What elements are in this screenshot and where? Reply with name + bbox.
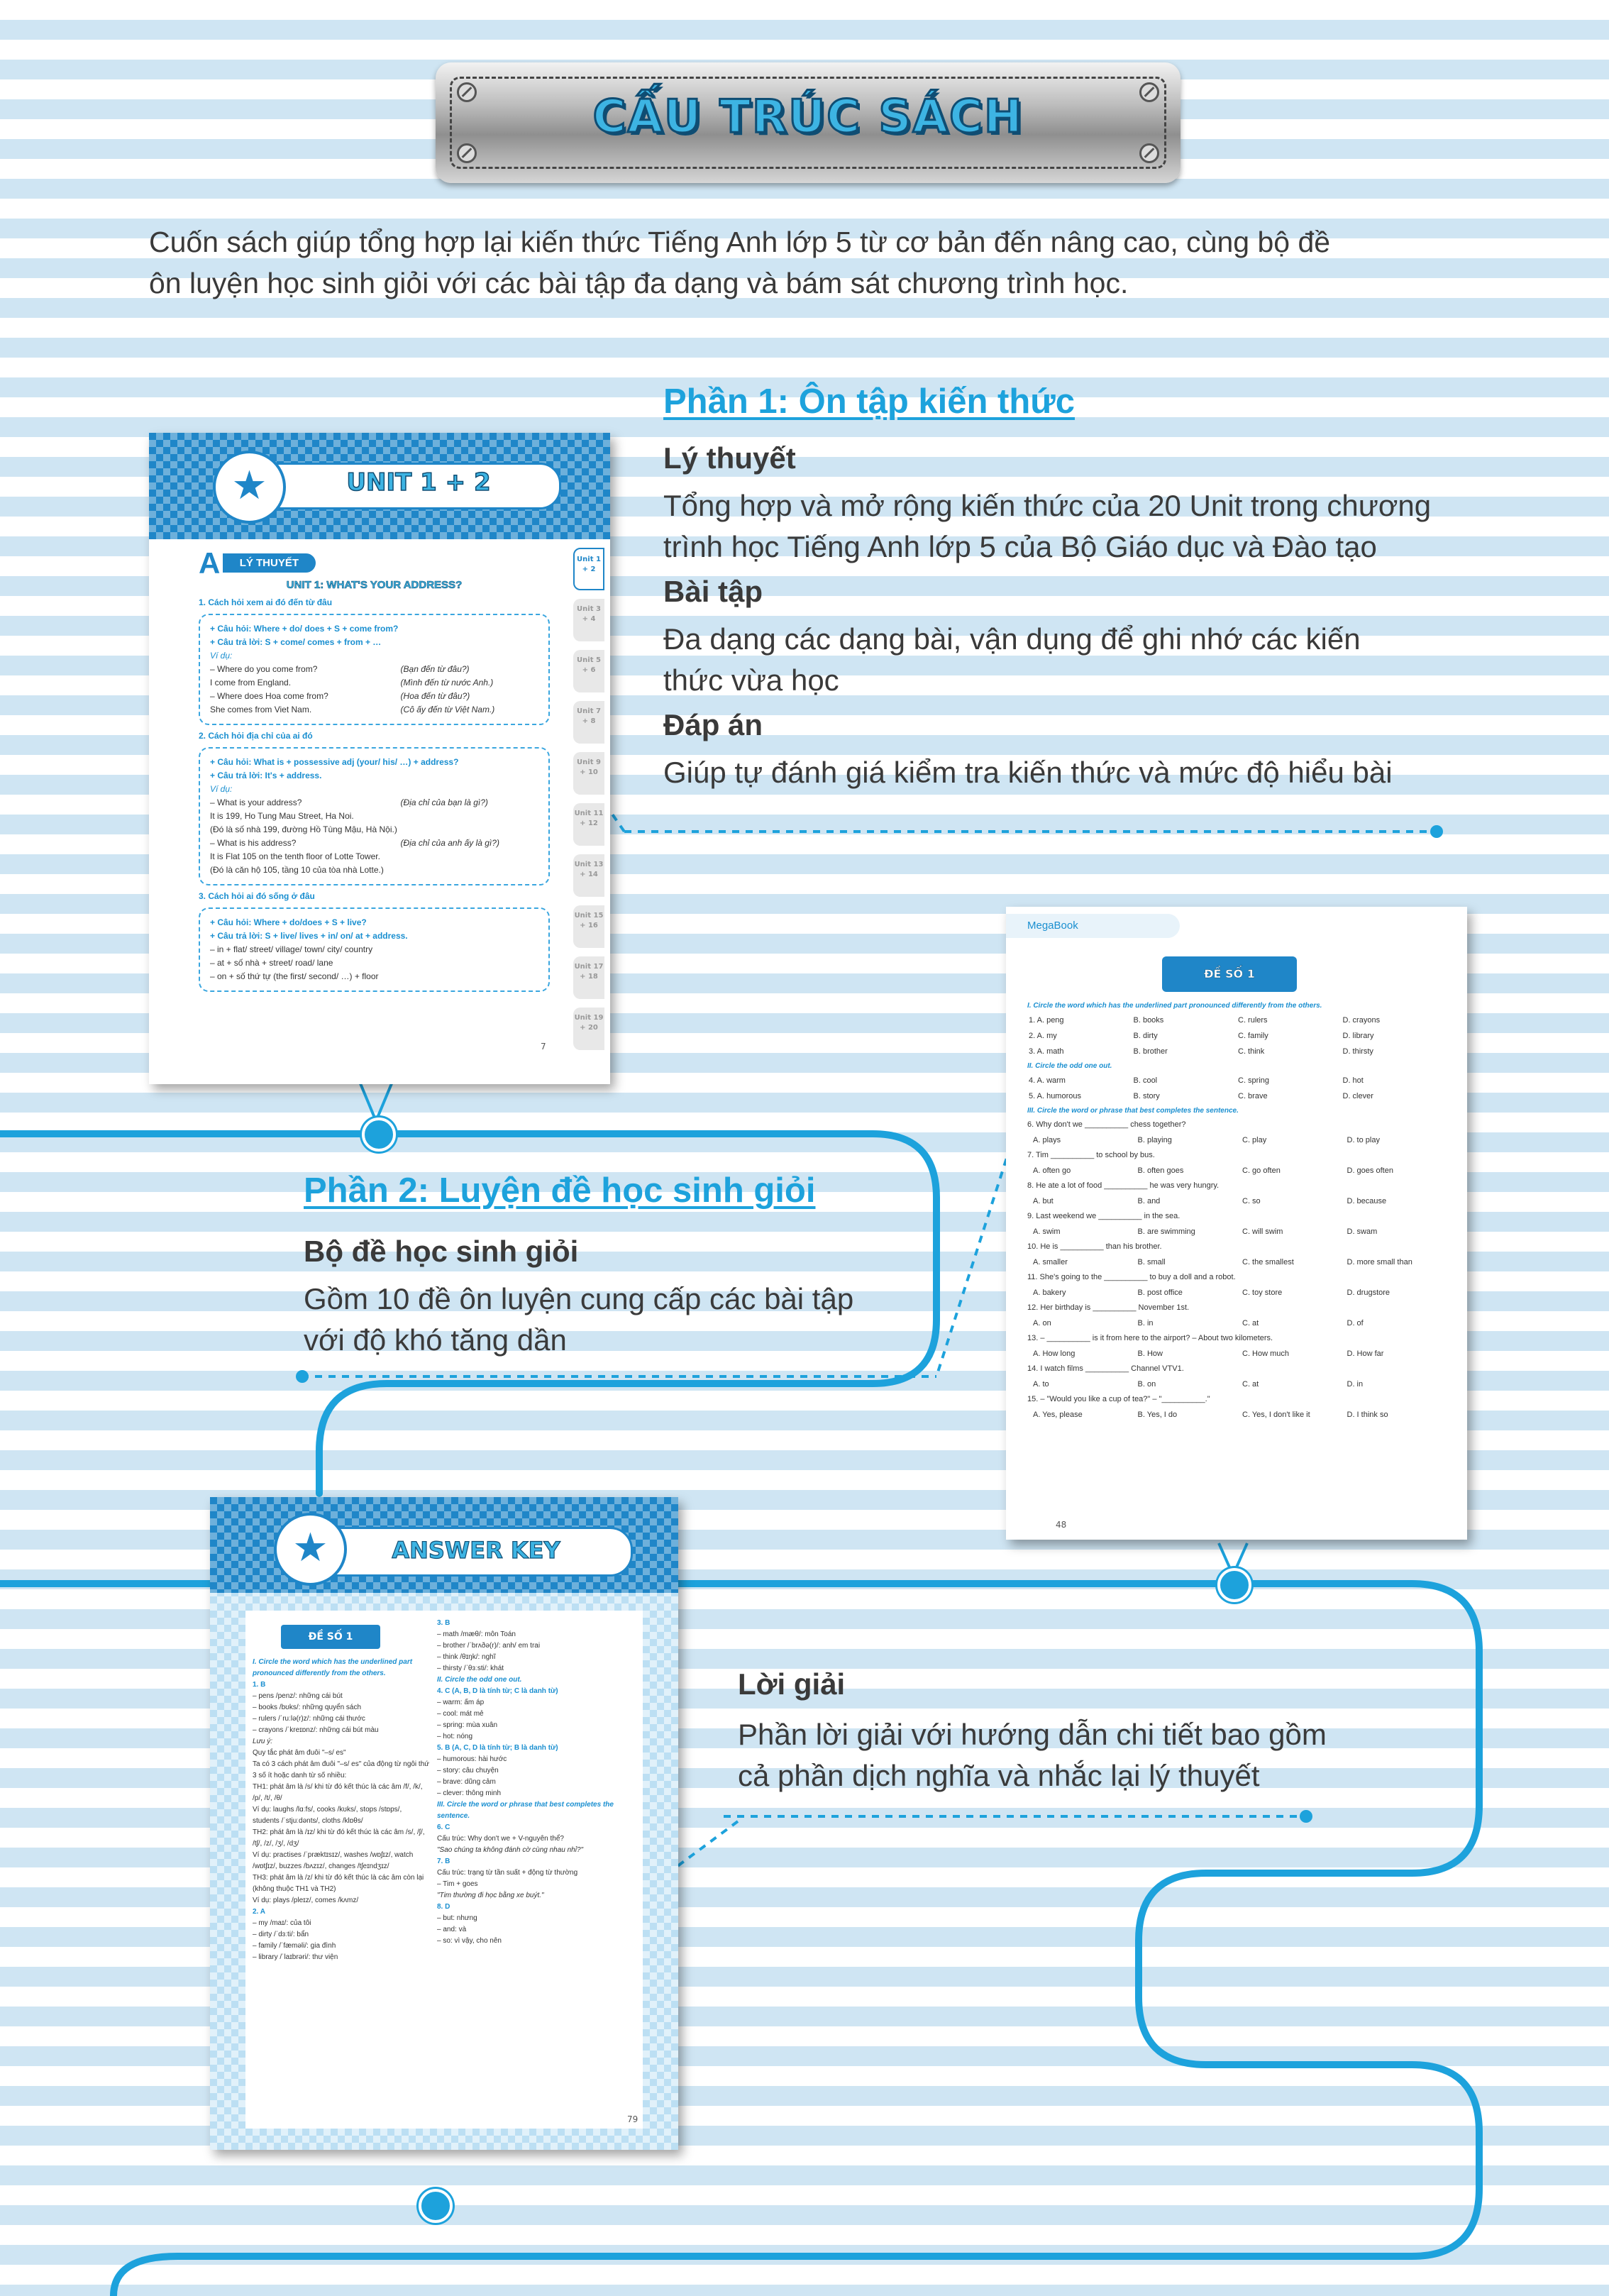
answer-line: – but: nhưng [437,1914,477,1922]
answer-line: – math /mæθ/: môn Toán [437,1630,516,1638]
answer-option: C. toy store [1242,1288,1283,1297]
question-text: 11. She's going to the __________ to buy a doll and a robot. [1027,1273,1236,1281]
section-heading: III. Circle the word or phrase that best completes the sentence. [1027,1107,1239,1115]
unit-tab[interactable]: Unit 17 + 18 [573,956,604,999]
example-label: Ví dụ: [210,784,233,794]
example-text: It is Flat 105 on the tenth floor of Lotte Tower. [210,851,380,861]
options-row [1027,1132,1446,1148]
example-row [210,703,538,717]
unit-page-thumbnail [149,433,610,1084]
answer-line: – dirty /ˈdɜːti/: bẩn [253,1931,309,1938]
example-translation: (Hoa đến từ đâu?) [400,691,470,701]
answer-line: III. Circle the word or phrase that best completes the sentence. [437,1801,614,1820]
example-text: – Where does Hoa come from? [210,691,328,701]
question-text: 10. He is __________ than his brother. [1027,1242,1162,1251]
example-translation [401,810,538,823]
connector-knot [419,2189,453,2223]
answer-heading: Đáp án [663,708,763,741]
answer-line: 2. A [253,1908,265,1916]
example-text: It is 199, Ho Tung Mau Street, Ha Noi. [210,811,354,821]
answer-line: – crayons /ˈkreɪɒnz/: những cái bút màu [253,1726,379,1734]
question-text: 14. I watch films __________ Channel VTV1. [1027,1364,1184,1373]
answer-option: B. Yes, I do [1137,1411,1178,1419]
answer-option: D. in [1347,1380,1364,1389]
text-line: trình học Tiếng Anh lớp 5 của Bộ Giáo dục và Đào tạo [663,530,1377,563]
question-options [1027,1224,1446,1240]
question-text: 9. Last weekend we __________ in the sea. [1027,1212,1181,1220]
theory-text [663,485,1515,568]
question-options [1027,1376,1446,1392]
answer-line: – books /bʊks/: những quyển sách [253,1704,362,1711]
box [199,907,550,992]
answer-line: – Tim + goes [437,1880,478,1888]
answer-line: Lưu ý: [253,1738,273,1745]
question-text: 7. Tim __________ to school by bus. [1027,1151,1155,1159]
options-row [1027,1224,1446,1240]
answer-option: A. but [1033,1197,1054,1205]
text-line: cả phần dịch nghĩa và nhắc lại lý thuyết [738,1759,1260,1792]
test-option: B. brother [1133,1047,1168,1056]
test-row [1027,1044,1446,1059]
title-banner [436,62,1181,183]
answer-line: 4. C (A, B, D là tính từ; C là danh từ) [437,1687,558,1695]
answer-option: C. go often [1242,1166,1281,1175]
page-number: 48 [1056,1520,1067,1530]
answer-option: D. How far [1347,1350,1384,1358]
answer-option: B. in [1137,1319,1154,1328]
text-line: Tổng hợp và mở rộng kiến thức của 20 Unit trong chương [663,489,1432,522]
text-line: với độ khó tăng dần [304,1323,567,1357]
answer-option: B. are swimming [1137,1227,1195,1236]
unit-tab[interactable]: Unit 15 + 16 [573,905,604,948]
box [199,614,550,725]
page-title: CẤU TRÚC SÁCH [592,91,1024,143]
example-translation [401,823,538,837]
unit-tab[interactable]: Unit 11 + 12 [573,803,604,846]
example-translation: (Địa chỉ của bạn là gì?) [400,797,488,807]
answer-option: A. often go [1033,1166,1071,1175]
options-row [1027,1315,1446,1331]
example-row [210,796,538,810]
question-text: 15. – "Would you like a cup of tea?" – "__________." [1027,1395,1210,1403]
answer-line: – so: vì vậy, cho nên [437,1937,502,1945]
example-translation: (Mình đến từ nước Anh.) [400,678,494,688]
answer-line: – and: và [437,1926,467,1933]
answer-line: – cool: mát mẻ [437,1710,484,1718]
answer-line: – library /ˈlaɪbrəri/: thư viện [253,1953,338,1961]
options-row [1027,1193,1446,1209]
answer-option: D. to play [1347,1136,1380,1144]
answer-line: – humorous: hài hước [437,1755,507,1763]
test-option: C. spring [1238,1076,1270,1085]
test-option: B. dirty [1133,1032,1158,1040]
answer-line: – family /ˈfæməli/: gia đình [253,1942,336,1950]
solution-text [738,1714,1405,1796]
answer-line: 1. B [253,1681,266,1689]
answer-option: A. How long [1033,1350,1076,1358]
test-option: C. family [1238,1032,1268,1040]
intro-line: ôn luyện học sinh giỏi với các bài tập đa dạng và bám sát chương trình học. [149,267,1129,299]
rule: + Câu hỏi: What is + possessive adj (your/ his/ …) + address? [210,757,459,767]
answer-option: B. playing [1137,1136,1172,1144]
example-row [210,850,538,863]
answer-line: – brave: dũng cảm [437,1778,496,1786]
rule: – at + số nhà + street/ road/ lane [210,958,333,968]
heading: 3. Cách hỏi ai đó sống ở đâu [199,891,315,901]
example-text: I come from England. [210,678,292,688]
answer-option: B. and [1137,1197,1161,1205]
answer-option: B. on [1137,1380,1156,1389]
test-option: D. clever [1342,1092,1373,1100]
answer-line: 6. C [437,1823,450,1831]
example-text: She comes from Viet Nam. [210,705,312,714]
intro-text [149,221,1476,304]
answer-line: Ví dụ: practises /ˈpræktɪsɪz/, washes /wɒʃɪz/, watch /wɒtʃɪz/, buzzes /bʌzɪz/, changes /tʃeɪndʒɪz/ [253,1851,414,1870]
answer-option: C. the smallest [1242,1258,1294,1266]
connector-knot [1217,1568,1251,1602]
answer-option: C. will swim [1242,1227,1283,1236]
unit-title: UNIT 1: WHAT'S YOUR ADDRESS? [286,579,463,591]
connector-knot [362,1117,396,1152]
rule: + Câu trả lời: S + live/ lives + in/ on/ at + address. [210,931,408,941]
answer-line: Cấu trúc: Why don't we + V-nguyên thể? [437,1835,564,1843]
question-options [1027,1407,1446,1423]
test-option: B. story [1133,1092,1160,1100]
options-row [1027,1407,1446,1423]
test-row [1027,1088,1446,1104]
section-heading: I. Circle the word which has the underlined part pronounced differently from the others. [1027,1002,1322,1010]
example-text: – What is your address? [210,797,302,807]
unit-tab[interactable]: Unit 5 + 6 [573,650,604,692]
test-questions [1027,1117,1446,1423]
example-row [210,676,538,690]
answer-option: A. to [1033,1380,1049,1389]
answer-option: B. small [1137,1258,1166,1266]
example-rows-1 [210,663,538,717]
answer-option: C. Yes, I don't like it [1242,1411,1310,1419]
answer-line: – pens /penz/: những cái bút [253,1692,343,1700]
test-option: D. thirsty [1342,1047,1373,1056]
rule: – on + số thứ tự (the first/ second/ …) + floor [210,971,379,981]
test-option: 3. A. math [1029,1047,1064,1056]
answer-option: B. post office [1137,1288,1183,1297]
example-translation [401,863,538,877]
unit-tab[interactable]: Unit 19 + 20 [573,1008,604,1050]
example-row [210,663,538,676]
test-row [1027,1028,1446,1044]
page-number: 7 [541,1042,546,1052]
answer-line: Quy tắc phát âm đuôi "–s/ es" [253,1749,346,1757]
part2-title: Phần 2: Luyện đề học sinh giỏi [304,1171,816,1210]
unit-tab[interactable]: Unit 1 + 2 [573,548,604,590]
example-text: – Where do you come from? [210,664,318,674]
answer-line: – warm: ấm áp [437,1699,485,1706]
connector-dot [1430,825,1443,838]
text-line: thức vừa học [663,663,839,697]
text-line: Phần lời giải với hướng dẫn chi tiết bao gồm [738,1718,1327,1751]
answer-option: C. so [1242,1197,1261,1205]
example-rows-2 [210,796,538,877]
section-label [199,546,550,580]
question-options [1027,1193,1446,1209]
trophy-icon: ★ [274,1513,347,1586]
set-text [304,1279,942,1361]
exercise-text [663,619,1515,701]
test-option: 1. A. peng [1029,1016,1064,1025]
example-label: Ví dụ: [210,651,233,661]
example-translation: (Bạn đến từ đâu?) [400,664,470,674]
text-line: Gồm 10 đề ôn luyện cung cấp các bài tập [304,1282,854,1315]
text-line: Đa dạng các dạng bài, vận dụng để ghi nhớ các kiến [663,622,1361,656]
answer-option: C. at [1242,1380,1259,1389]
answer-line: "Tim thường đi học bằng xe buýt." [437,1892,544,1899]
page-number: 79 [627,2114,638,2124]
answer-line: 5. B (A, C, D là tính từ; B là danh từ) [437,1744,558,1752]
example-text: (Đó là số nhà 199, đường Hồ Tùng Mậu, Hà Nội.) [210,824,397,834]
test-content [1027,999,1446,1423]
example-row [210,810,538,823]
answer-line: – thirsty /ˈθɜːsti/: khát [437,1665,504,1672]
example-row [210,690,538,703]
brand-logo: MegaBook [1027,920,1078,932]
test-table [1027,1073,1446,1104]
unit-tab[interactable]: Unit 3 + 4 [573,599,604,641]
test-option: 4. A. warm [1029,1076,1066,1085]
screw-icon [457,143,477,163]
part2-section [304,1171,942,1361]
test-option: C. rulers [1238,1016,1268,1025]
rule: + Câu hỏi: Where + do/does + S + live? [210,917,367,927]
part3-section [738,1667,1405,1796]
answer-line: – brother /ˈbrʌðə(r)/: anh/ em trai [437,1642,541,1650]
part1-section [663,382,1515,793]
section-label-text: LÝ THUYẾT [223,553,316,573]
question-options [1027,1285,1446,1301]
answer-option: B. How [1137,1350,1163,1358]
answer-option: D. of [1347,1319,1364,1328]
connector-dot [296,1370,309,1383]
answer-line: – spring: mùa xuân [437,1721,498,1729]
answer-option: A. smaller [1033,1258,1068,1266]
test-page-thumbnail [1006,907,1467,1540]
answer-option: D. swam [1347,1227,1378,1236]
answer-line: I. Circle the word which has the underlined part pronounced differently from the others. [253,1658,413,1677]
answer-line: TH1: phát âm là /s/ khi từ đó kết thúc là các âm /f/, /k/, /p/, /t/, /θ/ [253,1783,423,1802]
answer-line: – hot: nóng [437,1733,473,1740]
answer-line: TH3: phát âm là /z/ khi từ đó kết thúc là các âm còn lại (không thuộc TH1 và TH2) [253,1874,424,1893]
answer-option: A. on [1033,1319,1051,1328]
test-table [1027,1012,1446,1059]
answer-line: – story: câu chuyện [437,1767,499,1775]
options-row [1027,1285,1446,1301]
test-option: D. hot [1342,1076,1364,1085]
example-text: (Đó là căn hộ 105, tầng 10 của tòa nhà Lotte.) [210,865,384,875]
answer-line: 8. D [437,1903,450,1911]
answer-line: – think /θɪŋk/: nghĩ [437,1653,496,1661]
test-option: B. books [1133,1016,1164,1025]
heading: 2. Cách hỏi địa chỉ của ai đó [199,731,313,741]
answer-line: Ví dụ: laughs /lɑːfs/, cooks /kʊks/, stops /stɒps/, students /ˈstjuːdənts/, cloths /klɒθs/ [253,1806,402,1825]
answer-option: A. plays [1033,1136,1061,1144]
options-row [1027,1376,1446,1392]
answer-option: D. goes often [1347,1166,1393,1175]
heading: 1. Cách hỏi xem ai đó đến từ đâu [199,597,333,607]
question-options [1027,1163,1446,1179]
test-option: C. think [1238,1047,1265,1056]
test-option: C. brave [1238,1092,1268,1100]
test-option: D. library [1342,1032,1374,1040]
answer-left-column [253,1657,430,1963]
unit-header: UNIT 1 + 2 [346,468,491,497]
test-header: ĐỀ SỐ 1 [1162,956,1297,992]
question-text: 6. Why don't we __________ chess together? [1027,1120,1186,1129]
answer-option: A. bakery [1033,1288,1066,1297]
question-options [1027,1132,1446,1148]
set-heading: Bộ đề học sinh giỏi [304,1235,579,1268]
answer-option: C. at [1242,1319,1259,1328]
answer-header: ANSWER KEY [392,1537,560,1564]
answer-line: "Sao chúng ta không đánh cờ cùng nhau nhỉ?" [437,1846,584,1854]
box [199,747,550,885]
theory-heading: Lý thuyết [663,441,796,475]
question-options [1027,1254,1446,1270]
test-option: B. cool [1133,1076,1158,1085]
answer-option: A. Yes, please [1033,1411,1083,1419]
answer-line: Ta có 3 cách phát âm đuôi "–s/ es" của động từ ngôi thứ 3 số ít hoặc danh từ số nhiều: [253,1760,429,1779]
example-row [210,837,538,850]
screw-icon [1139,143,1159,163]
answer-option: A. swim [1033,1227,1061,1236]
test-row [1027,1012,1446,1028]
example-translation: (Địa chỉ của anh ấy là gì?) [400,838,499,848]
answer-line: – clever: thông minh [437,1789,502,1797]
example-translation [401,850,538,863]
answer-option: D. because [1347,1197,1387,1205]
test-option: 5. A. humorous [1029,1092,1081,1100]
rule: + Câu hỏi: Where + do/ does + S + come from? [210,624,399,634]
answer-option: B. often goes [1137,1166,1184,1175]
intro-line: Cuốn sách giúp tổng hợp lại kiến thức Tiếng Anh lớp 5 từ cơ bản đến nâng cao, cùng bộ đề [149,226,1331,258]
answer-option: C. How much [1242,1350,1290,1358]
options-row [1027,1346,1446,1362]
trophy-icon: ★ [213,451,286,524]
rule: + Câu trả lời: S + come/ comes + from + … [210,637,382,647]
question-options [1027,1315,1446,1331]
test-row [1027,1073,1446,1088]
example-translation: (Cô ấy đến từ Việt Nam.) [400,705,495,714]
answer-line: II. Circle the odd one out. [437,1676,522,1684]
unit-content [199,546,550,996]
section-heading: II. Circle the odd one out. [1027,1062,1112,1070]
test-option: 2. A. my [1029,1032,1057,1040]
answer-text: Giúp tự đánh giá kiểm tra kiến thức và mức độ hiểu bài [663,756,1393,789]
answer-line: TH2: phát âm là /ɪz/ khi từ đó kết thúc là các âm /s/, /ʃ/, /tʃ/, /z/, /ʒ/, /dʒ/ [253,1828,425,1848]
answer-line: – rulers /ˈruːlə(r)z/: những cái thước [253,1715,365,1723]
exercise-heading: Bài tập [663,575,763,608]
unit-tab[interactable]: Unit 13 + 14 [573,854,604,897]
answer-option: D. drugstore [1347,1288,1390,1297]
rule: – in + flat/ street/ village/ town/ city/ country [210,944,373,954]
question-text: 13. – __________ is it from here to the airport? – About two kilometers. [1027,1334,1273,1342]
answer-line: Ví dụ: plays /pleɪz/, comes /kʌmz/ [253,1897,359,1904]
question-text: 12. Her birthday is __________ November 1st. [1027,1303,1190,1312]
brand-bar [1006,914,1180,938]
answer-option: D. I think so [1347,1411,1388,1419]
question-options [1027,1346,1446,1362]
section-letter: A [199,546,221,580]
answer-option: C. play [1242,1136,1267,1144]
test-option: D. crayons [1342,1016,1381,1025]
solution-heading: Lời giải [738,1667,846,1701]
answer-line: – my /maɪ/: của tôi [253,1919,311,1927]
unit-tab[interactable]: Unit 9 + 10 [573,752,604,795]
answer-option: D. more small than [1347,1258,1412,1266]
example-row [210,863,538,877]
unit-tab[interactable]: Unit 7 + 8 [573,701,604,744]
answer-line: 7. B [437,1858,450,1865]
answer-line: 3. B [437,1619,450,1627]
connector-dot [1300,1810,1312,1823]
example-text: – What is his address? [210,838,297,848]
answer-page-thumbnail [210,1497,678,2150]
de-so-badge: ĐỀ SỐ 1 [281,1625,380,1649]
question-text: 8. He ate a lot of food __________ he was very hungry. [1027,1181,1220,1190]
example-row [210,823,538,837]
answer-right-column [437,1618,629,1947]
options-row [1027,1163,1446,1179]
rule: + Câu trả lời: It's + address. [210,771,322,780]
answer-line: Cấu trúc: trạng từ tần suất + động từ thường [437,1869,578,1877]
part1-title: Phần 1: Ôn tập kiến thức [663,382,1076,421]
options-row [1027,1254,1446,1270]
unit-tabs [568,539,610,1064]
